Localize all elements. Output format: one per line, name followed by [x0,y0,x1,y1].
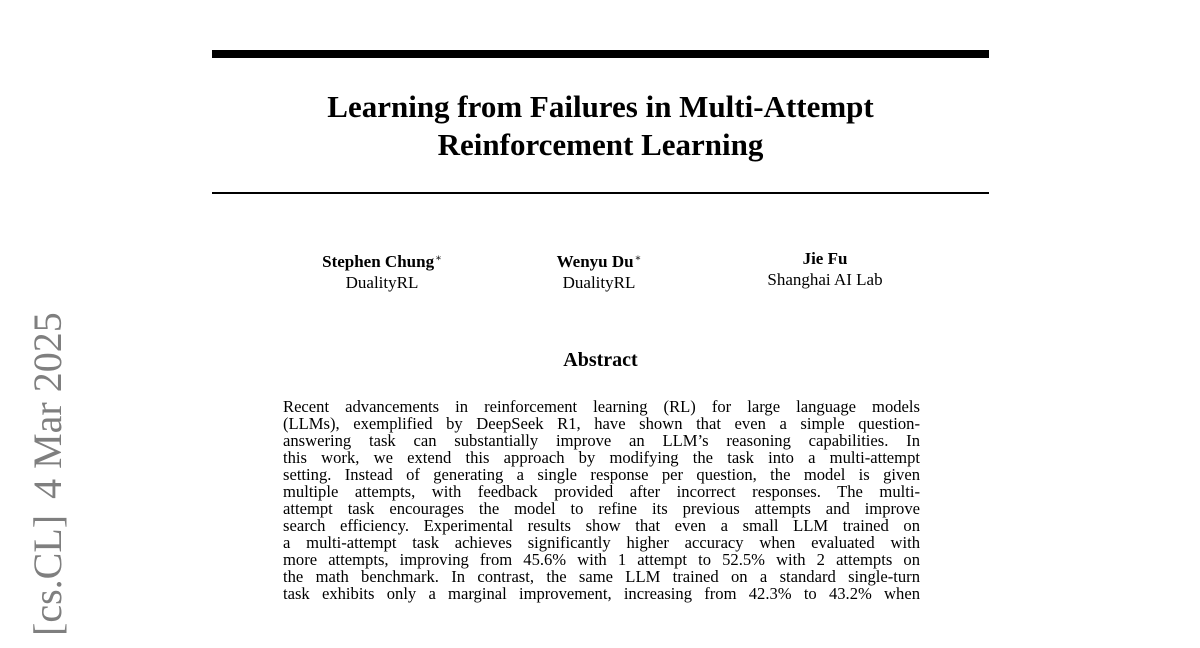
title-line-1: Learning from Failures in Multi-Attempt [327,89,874,124]
abstract-line: a multi-attempt task achieves significantly higher accuracy when evaluated with [283,533,920,552]
title-line-2: Reinforcement Learning [437,127,764,162]
abstract-line: search efficiency. Experimental results show that even a small LLM trained on [283,516,920,535]
author-block-1 [302,248,462,293]
abstract-line: attempt task encourages the model to refine its previous attempts and improve [283,499,920,518]
abstract-line: answering task can substantially improve an LLM’s reasoning capabilities. In [283,431,920,450]
abstract-line: multiple attempts, with feedback provided after incorrect responses. The multi- [283,482,920,501]
abstract-heading: Abstract [563,349,638,371]
abstract-line: this work, we extend this approach by modifying the task into a multi-attempt [283,448,920,467]
author-block-3 [745,248,905,290]
abstract-line: more attempts, improving from 45.6% with 1 attempt to 52.5% with 2 attempts on [283,550,920,569]
paper-title [212,88,989,164]
author-name: Jie Fu [802,249,848,268]
author-name: Wenyu Du∗ [556,252,642,271]
equal-contribution-mark: ∗ [435,253,442,264]
abstract-line: (LLMs), exemplified by DeepSeek R1, have shown that even a simple question- [283,414,920,433]
title-bottom-rule [212,192,989,194]
arxiv-category: [cs.CL] [25,514,70,636]
author-affiliation: Shanghai AI Lab [767,270,883,289]
abstract-line: setting. Instead of generating a single response per question, the model is given [283,465,920,484]
arxiv-identifier-stamp [25,312,70,636]
equal-contribution-mark: ∗ [634,253,642,264]
abstract-body [283,398,920,602]
author-name: Stephen Chung∗ [322,252,442,271]
abstract-line: task exhibits only a marginal improvement, increasing from 42.3% to 43.2% when [283,584,920,603]
abstract-line: Recent advancements in reinforcement learning (RL) for large language models [283,397,920,416]
author-affiliation: DualityRL [562,273,636,292]
author-block-2 [528,248,670,293]
author-affiliation: DualityRL [345,273,419,292]
title-top-rule [212,50,989,58]
arxiv-date: 4 Mar 2025 [25,312,70,499]
abstract-line: the math benchmark. In contrast, the same LLM trained on a standard single-turn [283,567,920,586]
